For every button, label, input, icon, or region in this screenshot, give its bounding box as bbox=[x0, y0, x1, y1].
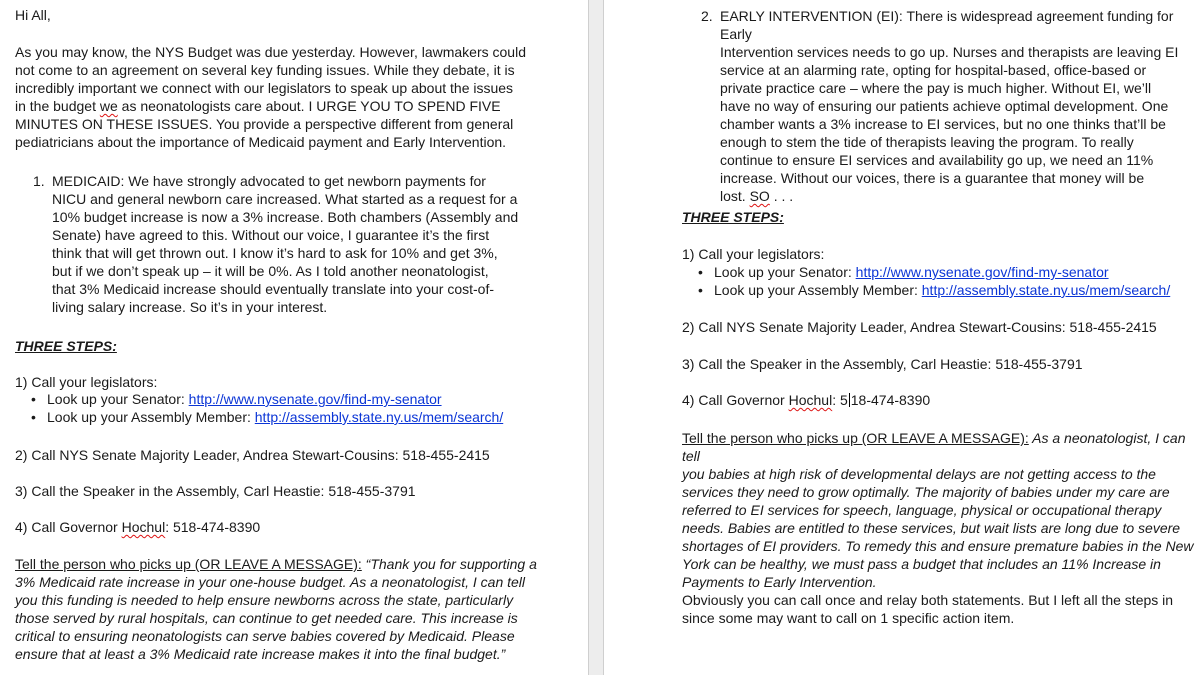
text-line: ensure that at least a 3% Medicaid rate increase makes it into the final budget.” bbox=[15, 646, 506, 662]
greeting: Hi All, bbox=[15, 7, 51, 23]
text-line: 10% budget increase is now a 3% increase. Both chambers (Assembly and bbox=[52, 209, 519, 225]
senator-link[interactable]: http://www.nysenate.gov/find-my-senator bbox=[855, 264, 1109, 280]
text-line: services they need to grow optimally. The majority of babies under my care are bbox=[682, 484, 1170, 500]
text-line: increase. Without our voices, there is a guarantee that money will be bbox=[720, 170, 1145, 186]
right-document-page bbox=[604, 0, 1200, 675]
text-line: NICU and general newborn care increased. What started as a request for a bbox=[52, 191, 518, 207]
legislator-links bbox=[15, 390, 503, 426]
text-line: private practice care – where the pay is much higher. Without EI, we’ll bbox=[720, 80, 1152, 96]
list-number: 2. bbox=[701, 8, 713, 24]
message-label: Tell the person who picks up (OR LEAVE A MESSAGE): bbox=[15, 556, 362, 572]
text-line: but if we don’t speak up – it will be 0%. As I told another neonatologist, bbox=[52, 263, 489, 279]
text-line: As you may know, the NYS Budget was due yesterday. However, lawmakers could bbox=[15, 44, 526, 60]
text-line: MEDICAID: We have strongly advocated to get newborn payments for bbox=[52, 173, 486, 189]
text-line: continue to ensure EI services and availability go up, we need an 11% bbox=[720, 152, 1154, 168]
text-line: Tell the person who picks up (OR LEAVE A MESSAGE): “Thank you for supporting a bbox=[15, 556, 537, 572]
early-intervention-item bbox=[701, 7, 1191, 205]
text-line: those served by rural hospitals, can continue to get needed care. This increase is bbox=[15, 610, 518, 626]
three-steps-heading: THREE STEPS: bbox=[682, 209, 784, 225]
text-line: pediatricians about the importance of Medicaid payment and Early Intervention. bbox=[15, 134, 507, 150]
legislator-links bbox=[682, 263, 1170, 299]
intro-paragraph bbox=[15, 43, 526, 151]
step-3: 3) Call the Speaker in the Assembly, Carl Heastie: 518-455-3791 bbox=[682, 356, 1083, 372]
spelling-flag: SO bbox=[749, 188, 770, 204]
text-line: not come to an agreement on several key funding issues. While they debate, it is bbox=[15, 62, 515, 78]
text-line: Intervention services needs to go up. Nurses and therapists are leaving EI bbox=[720, 44, 1179, 60]
spelling-flag: Hochul bbox=[121, 519, 166, 535]
message-label: Tell the person who picks up (OR LEAVE A MESSAGE): bbox=[682, 430, 1029, 446]
text-line: enough to stem the tide of therapists leaving the program. To really bbox=[720, 134, 1134, 150]
step-2: 2) Call NYS Senate Majority Leader, Andrea Stewart-Cousins: 518-455-2415 bbox=[15, 447, 490, 463]
text-line: you this funding is needed to help ensure newborns across the state, particularly bbox=[15, 592, 514, 608]
text-line: think that will get thrown out. I know it’s hard to ask for 10% and get 3%, bbox=[52, 245, 498, 261]
text-line: incredibly important we connect with our legislators to speak up about the issues bbox=[15, 80, 514, 96]
text-cursor bbox=[849, 393, 850, 407]
step-3: 3) Call the Speaker in the Assembly, Carl Heastie: 518-455-3791 bbox=[15, 483, 416, 499]
medicaid-item bbox=[33, 172, 573, 316]
step-1: 1) Call your legislators: bbox=[15, 374, 158, 390]
spelling-flag: Hochul bbox=[788, 392, 833, 408]
text-line: chamber wants a 3% increase to EI services, but no one thinks that’ll be bbox=[720, 116, 1166, 132]
text-line: service at an alarming rate, opting for hospital-based, office-based or bbox=[720, 62, 1147, 78]
list-item: • Look up your Assembly Member: http://assembly.state.ny.us/mem/search/ bbox=[682, 281, 1170, 299]
left-document-page bbox=[0, 0, 588, 675]
text-line: needs. Babies are entitled to these services, but wait lists are long due to severe bbox=[682, 520, 1181, 536]
text-line: Payments to Early Intervention. bbox=[682, 574, 877, 590]
step-4: 4) Call Governor Hochul: 5 18-474-8390 bbox=[682, 392, 931, 408]
assembly-link[interactable]: http://assembly.state.ny.us/mem/search/ bbox=[254, 409, 504, 425]
list-item: • Look up your Senator: http://www.nysenate.gov/find-my-senator bbox=[682, 263, 1170, 281]
closing-paragraph bbox=[682, 591, 1173, 627]
text-line: in the budget we as neonatologists care about. I URGE YOU TO SPEND FIVE bbox=[15, 98, 501, 114]
senator-link[interactable]: http://www.nysenate.gov/find-my-senator bbox=[188, 391, 442, 407]
text-line: Tell the person who picks up (OR LEAVE A MESSAGE): As a neonatologist, I can tell bbox=[682, 430, 1186, 464]
step-2: 2) Call NYS Senate Majority Leader, Andrea Stewart-Cousins: 518-455-2415 bbox=[682, 319, 1157, 335]
page-divider bbox=[588, 0, 604, 675]
spelling-flag: we bbox=[99, 98, 118, 114]
text-line: Obviously you can call once and relay both statements. But I left all the steps in bbox=[682, 592, 1174, 608]
text-line: EARLY INTERVENTION (EI): There is widespread agreement funding for Early bbox=[720, 8, 1174, 42]
assembly-link[interactable]: http://assembly.state.ny.us/mem/search/ bbox=[921, 282, 1171, 298]
list-item: • Look up your Assembly Member: http://assembly.state.ny.us/mem/search/ bbox=[15, 408, 503, 426]
text-line: Senate) have agreed to this. Without our voice, I guarantee it’s the first bbox=[52, 227, 490, 243]
text-line: York can be healthy, we must pass a budget that includes an 11% Increase in bbox=[682, 556, 1161, 572]
text-line: shortages of EI providers. To remedy this and ensure premature babies in the New bbox=[682, 538, 1194, 554]
text-line: MINUTES ON THESE ISSUES. You provide a perspective different from general bbox=[15, 116, 514, 132]
list-number: 1. bbox=[33, 173, 45, 189]
step-1: 1) Call your legislators: bbox=[682, 246, 825, 262]
text-line: 3% Medicaid rate increase in your one-house budget. As a neonatologist, I can tell bbox=[15, 574, 526, 590]
text-line: have no way of ensuring our patients achieve optimal development. One bbox=[720, 98, 1169, 114]
text-line: critical to ensuring neonatologists can serve babies covered by Medicaid. Please bbox=[15, 628, 515, 644]
text-line: since some may want to call on 1 specific action item. bbox=[682, 610, 1015, 626]
message-paragraph bbox=[15, 555, 537, 663]
message-paragraph bbox=[682, 429, 1200, 591]
step-4: 4) Call Governor Hochul: 518-474-8390 bbox=[15, 519, 261, 535]
text-line: that 3% Medicaid increase should eventually translate into your cost-of- bbox=[52, 281, 495, 297]
text-line: you babies at high risk of developmental delays are not getting access to the bbox=[682, 466, 1156, 482]
text-line: living salary increase. So it’s in your interest. bbox=[52, 299, 328, 315]
three-steps-heading: THREE STEPS: bbox=[15, 338, 117, 354]
text-line: lost. SO . . . bbox=[720, 188, 794, 204]
text-line: referred to EI services for speech, language, physical or occupational therapy bbox=[682, 502, 1162, 518]
list-item: • Look up your Senator: http://www.nysenate.gov/find-my-senator bbox=[15, 390, 503, 408]
